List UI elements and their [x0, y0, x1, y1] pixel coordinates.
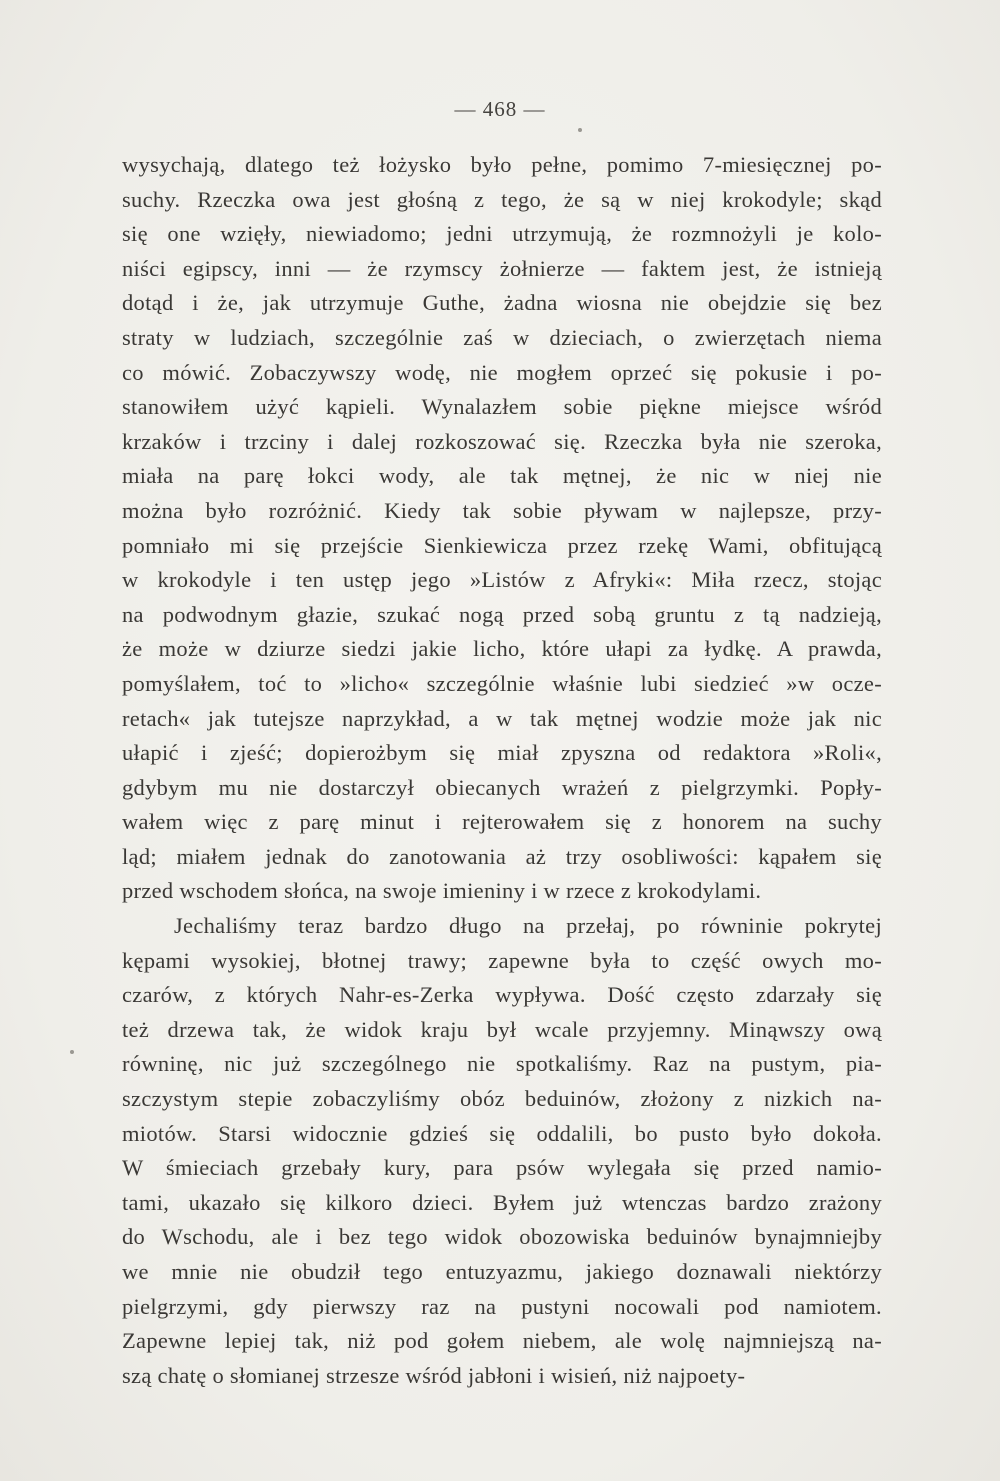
text-line: Zapewne lepiej tak, niż pod gołem niebem, ale wolę najmniejszą na-	[122, 1328, 882, 1354]
text-line: we mnie nie obudził tego entuzyazmu, jakiego doznawali niektórzy	[122, 1259, 882, 1284]
page-number: — 468 —	[454, 97, 546, 121]
text-line: czarów, z których Nahr-es-Zerka wypływa. Dość często zdarzały się	[122, 982, 882, 1008]
text-line: W śmieciach grzebały kury, para psów wylegała się przed namio-	[122, 1155, 882, 1181]
text-line: gdybym mu nie dostarczył obiecanych wrażeń z pielgrzymki. Popły-	[122, 774, 882, 800]
text-line: w krokodyle i ten ustęp jego »Listów z Afryki«: Miła rzecz, stojąc	[122, 567, 882, 593]
text-line: pomyślałem, toć to »licho« szczególnie właśnie lubi siedzieć »w ocze-	[122, 670, 882, 696]
text-line: krzaków i trzciny i dalej rozkoszować się. Rzeczka była nie szeroka,	[122, 428, 882, 454]
ink-speck	[70, 1050, 74, 1054]
text-line: do Wschodu, ale i bez tego widok obozowiska beduinów bynajmniejby	[122, 1224, 882, 1250]
text-line: wysychają, dlatego też łożysko było pełne, pomimo 7-miesięcznej po-	[122, 152, 882, 177]
text-line: niści egipscy, inni — że rzymscy żołnierze — faktem jest, że istnieją	[122, 255, 882, 281]
text-line: ląd; miałem jednak do zanotowania aż trzy osobliwości: kąpałem się	[122, 843, 882, 869]
text-line: szą chatę o słomianej strzesze wśród jabłoni i wisień, niż najpoety-	[122, 1362, 746, 1388]
text-line: równinę, nic już szczególnego nie spotkaliśmy. Raz na pustym, pia-	[122, 1051, 882, 1077]
body-text	[122, 148, 882, 1393]
text-line: retach« jak tutejsze naprzykład, a w tak mętnej wodzie może jak nic	[122, 705, 882, 731]
text-line: straty w ludziach, szczególnie zaś w dzieciach, o zwierzętach niema	[122, 324, 882, 350]
text-line: miała na parę łokci wody, ale tak mętnej, że nic w niej nie	[122, 463, 882, 489]
text-line: na podwodnym głazie, szukać nogą przed sobą gruntu z tą nadzieją,	[122, 601, 882, 627]
text-line: że może w dziurze siedzi jakie licho, które ułapi za łydkę. A prawda,	[122, 636, 882, 662]
ink-speck	[578, 128, 582, 132]
text-line: pielgrzymi, gdy pierwszy raz na pustyni nocowali pod namiotem.	[122, 1293, 882, 1319]
text-line: szczystym stepie zobaczyliśmy obóz beduinów, złożony z nizkich na-	[122, 1086, 882, 1112]
paragraph	[122, 909, 882, 1393]
text-line: pomniało mi się przejście Sienkiewicza przez rzekę Wami, obfitującą	[122, 532, 882, 558]
text-line: suchy. Rzeczka owa jest głośną z tego, że są w niej krokodyle; skąd	[122, 186, 882, 212]
text-line: kępami wysokiej, błotnej trawy; zapewne była to część owych mo-	[122, 947, 882, 973]
text-line: dotąd i że, jak utrzymuje Guthe, żadna wiosna nie obejdzie się bez	[122, 290, 882, 316]
text-line: tami, ukazało się kilkoro dzieci. Byłem już wtenczas bardzo zrażony	[122, 1189, 882, 1215]
paragraph	[122, 148, 882, 909]
text-line: przed wschodem słońca, na swoje imieniny i w rzece z krokodylami.	[122, 878, 762, 904]
text-line: ułapić i zjeść; dopierożbym się miał zpyszna od redaktora »Roli«,	[122, 740, 882, 766]
text-line: miotów. Starsi widocznie gdzieś się oddalili, bo pusto było dokoła.	[122, 1120, 882, 1146]
text-line: stanowiłem użyć kąpieli. Wynalazłem sobie piękne miejsce wśród	[122, 394, 882, 420]
text-line: wałem więc z parę minut i rejterowałem się z honorem na suchy	[122, 809, 882, 835]
text-line: też drzewa tak, że widok kraju był wcale przyjemny. Minąwszy ową	[122, 1016, 882, 1042]
text-line: co mówić. Zobaczywszy wodę, nie mogłem oprzeć się pokusie i po-	[122, 359, 882, 385]
text-line: można było rozróżnić. Kiedy tak sobie pływam w najlepsze, przy-	[122, 497, 882, 523]
text-line: się one wzięły, niewiadomo; jedni utrzymują, że rozmnożyli je kolo-	[122, 221, 882, 247]
text-line: Jechaliśmy teraz bardzo długo na przełaj, po równinie pokrytej	[174, 913, 882, 939]
